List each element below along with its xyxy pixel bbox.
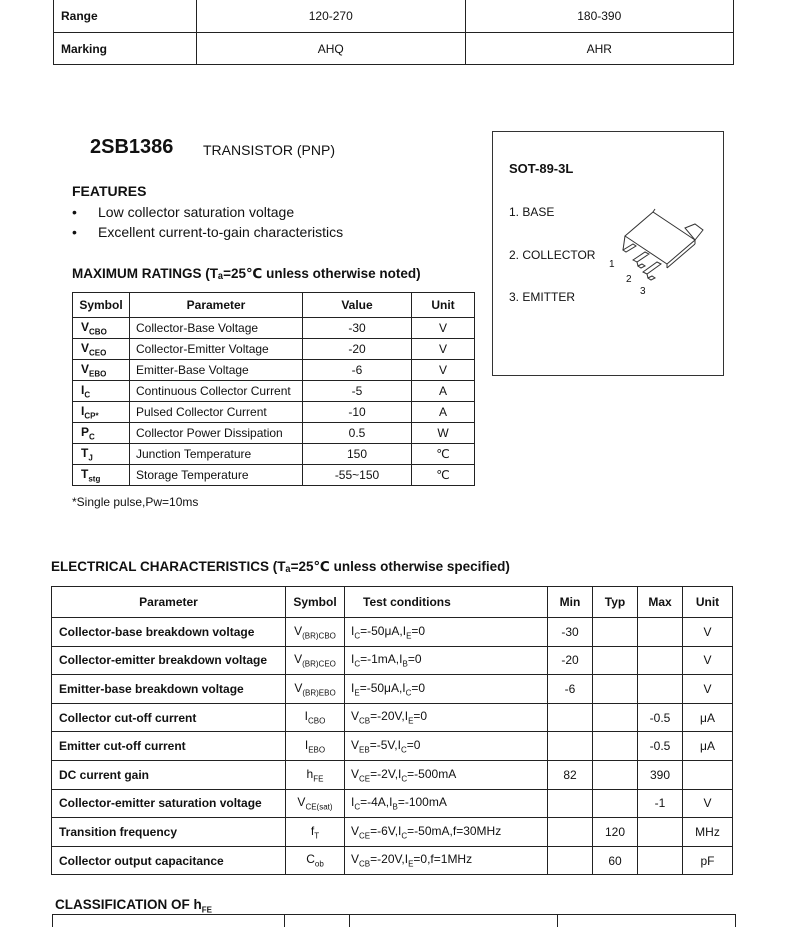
table-row (73, 465, 475, 486)
table-cell: 180-390 (465, 0, 734, 33)
table-row (54, 0, 734, 33)
condition-cell: $I_E=-50\mu A,I_C=0$ (345, 675, 548, 704)
unit-cell: V (683, 618, 733, 647)
min-cell (548, 703, 593, 732)
table-row (52, 703, 733, 732)
parameter-cell: Collector-emitter saturation voltage (52, 789, 286, 818)
value-cell: -30 (303, 318, 412, 339)
parameter-cell: Collector Power Dissipation (130, 423, 303, 444)
table-cell: AHQ (197, 33, 466, 65)
unit-cell: V (412, 339, 475, 360)
row-label: Range (54, 0, 197, 33)
column-header: Parameter (130, 293, 303, 318)
column-header: Typ (593, 587, 638, 618)
parameter-cell: Emitter-Base Voltage (130, 360, 303, 381)
condition-cell: $V_{EB}=-5V,I_C=0$ (345, 732, 548, 761)
unit-cell: ℃ (412, 444, 475, 465)
feature-item: • Low collector saturation voltage (72, 204, 295, 220)
max-cell: -1 (638, 789, 683, 818)
unit-cell: μA (683, 732, 733, 761)
unit-cell: MHz (683, 818, 733, 847)
symbol-cell: $V_{(BR)CEO}$ (286, 646, 345, 675)
part-type: TRANSISTOR (PNP) (203, 142, 335, 158)
value-cell: -20 (303, 339, 412, 360)
parameter-cell: Junction Temperature (130, 444, 303, 465)
table-row (54, 33, 734, 65)
value-cell: 150 (303, 444, 412, 465)
row-label: Marking (54, 33, 197, 65)
value-cell: -55~150 (303, 465, 412, 486)
min-cell: -20 (548, 646, 593, 675)
max-cell: -0.5 (638, 732, 683, 761)
symbol-cell: $V_{CE(sat)}$ (286, 789, 345, 818)
symbol-cell: $V_{EBO}$ (73, 360, 130, 381)
value-cell: -10 (303, 402, 412, 423)
parameter-cell: DC current gain (52, 760, 286, 789)
table-divider (284, 915, 285, 927)
condition-cell: $V_{CE}=-6V,I_C=-50mA,f=30MHz$ (345, 818, 548, 847)
table-row (73, 360, 475, 381)
symbol-cell: $V_{CBO}$ (73, 318, 130, 339)
min-cell (548, 846, 593, 875)
table-row (52, 675, 733, 704)
unit-cell: μA (683, 703, 733, 732)
max-ratings-table (72, 292, 475, 486)
pin-number: 3 (640, 286, 646, 297)
bullet-icon: • (72, 204, 77, 220)
condition-cell: $I_C=-4A,I_B=-100mA$ (345, 789, 548, 818)
typ-cell: 60 (593, 846, 638, 875)
typ-cell (593, 618, 638, 647)
pin-number: 2 (626, 274, 632, 285)
symbol-cell: $h_{FE}$ (286, 760, 345, 789)
condition-cell: $V_{CB}=-20V,I_E=0,f=1MHz$ (345, 846, 548, 875)
parameter-cell: Collector-emitter breakdown voltage (52, 646, 286, 675)
typ-cell (593, 675, 638, 704)
table-row (52, 732, 733, 761)
column-header: Test conditions (345, 587, 548, 618)
min-cell: 82 (548, 760, 593, 789)
min-cell (548, 732, 593, 761)
value-cell: 0.5 (303, 423, 412, 444)
parameter-cell: Collector-Base Voltage (130, 318, 303, 339)
condition-cell: $I_C=-50\mu A,I_E=0$ (345, 618, 548, 647)
electrical-heading: ELECTRICAL CHARACTERISTICS (Tₐ=25℃ unless otherwise specified) (51, 559, 510, 574)
unit-cell: pF (683, 846, 733, 875)
column-header: Symbol (286, 587, 345, 618)
table-row (73, 423, 475, 444)
column-header: Max (638, 587, 683, 618)
typ-cell (593, 732, 638, 761)
footnote: *Single pulse,Pw=10ms (72, 495, 199, 509)
parameter-cell: Pulsed Collector Current (130, 402, 303, 423)
pin-label-base: 1. BASE (509, 205, 555, 219)
max-cell: 390 (638, 760, 683, 789)
typ-cell (593, 703, 638, 732)
symbol-cell: $V_{(BR)EBO}$ (286, 675, 345, 704)
unit-cell: ℃ (412, 465, 475, 486)
parameter-cell: Collector cut-off current (52, 703, 286, 732)
package-box (492, 131, 724, 376)
column-header: Unit (683, 587, 733, 618)
parameter-cell: Emitter cut-off current (52, 732, 286, 761)
typ-cell (593, 789, 638, 818)
parameter-cell: Storage Temperature (130, 465, 303, 486)
min-cell: -30 (548, 618, 593, 647)
table-row (52, 618, 733, 647)
unit-cell: V (683, 789, 733, 818)
table-row (52, 760, 733, 789)
condition-cell: $I_C=-1mA,I_B=0$ (345, 646, 548, 675)
condition-cell: $V_{CE}=-2V,I_C=-500mA$ (345, 760, 548, 789)
table-row (52, 646, 733, 675)
features-heading: FEATURES (72, 183, 147, 199)
max-cell (638, 675, 683, 704)
min-cell (548, 818, 593, 847)
value-cell: -6 (303, 360, 412, 381)
table-cell: AHR (465, 33, 734, 65)
symbol-cell: $C_{ob}$ (286, 846, 345, 875)
parameter-cell: Continuous Collector Current (130, 381, 303, 402)
parameter-cell: Emitter-base breakdown voltage (52, 675, 286, 704)
table-divider (349, 915, 350, 927)
max-ratings-heading: MAXIMUM RATINGS (Tₐ=25℃ unless otherwise noted) (72, 266, 421, 281)
symbol-cell: $I_{CP*}$ (73, 402, 130, 423)
pin-label-collector: 2. COLLECTOR (509, 248, 596, 262)
symbol-cell: $T_{stg}$ (73, 465, 130, 486)
max-cell (638, 618, 683, 647)
feature-item: • Excellent current-to-gain characteristics (72, 224, 344, 240)
max-cell (638, 646, 683, 675)
parameter-cell: Transition frequency (52, 818, 286, 847)
parameter-cell: Collector-Emitter Voltage (130, 339, 303, 360)
column-header: Min (548, 587, 593, 618)
symbol-cell: $I_C$ (73, 381, 130, 402)
symbol-cell: $I_{EBO}$ (286, 732, 345, 761)
unit-cell: W (412, 423, 475, 444)
max-cell (638, 846, 683, 875)
column-header: Unit (412, 293, 475, 318)
sot89-package-drawing-icon (605, 204, 715, 304)
unit-cell: A (412, 402, 475, 423)
typ-cell (593, 646, 638, 675)
unit-cell: V (412, 318, 475, 339)
hfe-class-table (53, 0, 734, 65)
part-number: 2SB1386 (90, 136, 174, 158)
parameter-cell: Collector output capacitance (52, 846, 286, 875)
unit-cell: V (683, 646, 733, 675)
pin-label-emitter: 3. EMITTER (509, 290, 576, 304)
unit-cell: V (412, 360, 475, 381)
classification-table-stub (52, 914, 736, 927)
table-row (52, 846, 733, 875)
symbol-cell: $P_C$ (73, 423, 130, 444)
value-cell: -5 (303, 381, 412, 402)
symbol-cell: $V_{(BR)CBO}$ (286, 618, 345, 647)
symbol-cell: $V_{CEO}$ (73, 339, 130, 360)
typ-cell: 120 (593, 818, 638, 847)
electrical-table (51, 586, 733, 875)
table-row (73, 402, 475, 423)
typ-cell (593, 760, 638, 789)
table-row (52, 789, 733, 818)
unit-cell (683, 760, 733, 789)
table-row (73, 318, 475, 339)
pin-number: 1 (609, 259, 615, 270)
classification-heading: CLASSIFICATION OF $h_{FE}$ (55, 897, 212, 915)
table-cell: 120-270 (197, 0, 466, 33)
column-header: Parameter (52, 587, 286, 618)
min-cell (548, 789, 593, 818)
parameter-cell: Collector-base breakdown voltage (52, 618, 286, 647)
max-cell: -0.5 (638, 703, 683, 732)
unit-cell: A (412, 381, 475, 402)
package-name: SOT-89-3L (509, 161, 574, 176)
column-header: Value (303, 293, 412, 318)
min-cell: -6 (548, 675, 593, 704)
table-row (73, 444, 475, 465)
max-cell (638, 818, 683, 847)
symbol-cell: $T_J$ (73, 444, 130, 465)
table-row (73, 339, 475, 360)
condition-cell: $V_{CB}=-20V,I_E=0$ (345, 703, 548, 732)
symbol-cell: $I_{CBO}$ (286, 703, 345, 732)
bullet-icon: • (72, 224, 77, 240)
table-row (52, 818, 733, 847)
table-row (73, 381, 475, 402)
unit-cell: V (683, 675, 733, 704)
symbol-cell: $f_T$ (286, 818, 345, 847)
table-divider (557, 915, 558, 927)
column-header: Symbol (73, 293, 130, 318)
